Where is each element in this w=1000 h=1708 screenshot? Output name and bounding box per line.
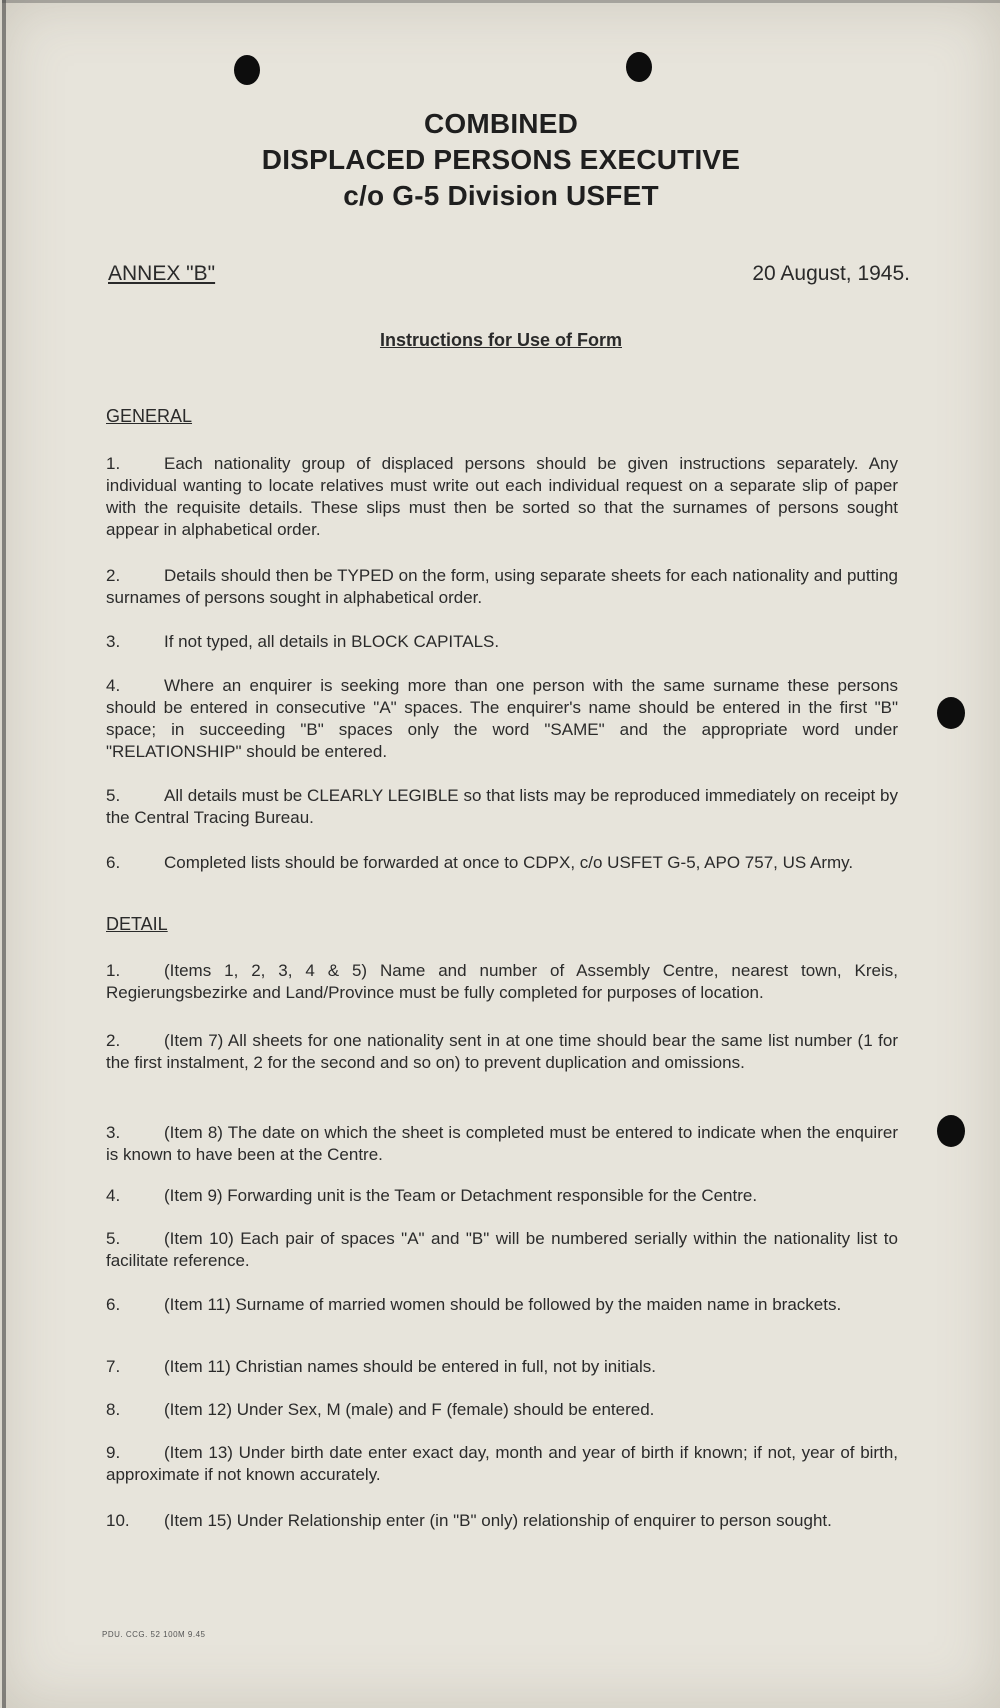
paragraph-text: (Item 13) Under birth date enter exact day, month and year of birth if known; if not, year of birth, approximate if not known accurately. — [106, 1443, 898, 1484]
paragraph-text: (Item 9) Forwarding unit is the Team or Detachment responsible for the Centre. — [164, 1186, 758, 1205]
general-paragraph — [106, 565, 898, 609]
detail-paragraph — [106, 1356, 898, 1378]
paragraph-number: 6. — [106, 853, 121, 872]
paragraph-text: If not typed, all details in BLOCK CAPITALS. — [164, 632, 500, 651]
paragraph-number: 7. — [106, 1357, 121, 1376]
document-page — [2, 0, 1000, 1708]
detail-paragraph — [106, 1228, 898, 1272]
document-subtitle: Instructions for Use of Form — [379, 330, 622, 350]
paragraph-text: Details should then be TYPED on the form, using separate sheets for each nationality and putting surnames of persons sought in alphabetical order. — [106, 566, 898, 607]
paragraph-text: All details must be CLEARLY LEGIBLE so that lists may be reproduced immediately on receipt by the Central Tracing Bureau. — [106, 786, 898, 827]
paragraph-text: (Item 11) Surname of married women should be followed by the maiden name in brackets. — [164, 1295, 842, 1314]
detail-paragraph — [106, 1122, 898, 1166]
paragraph-text: (Items 1, 2, 3, 4 & 5) Name and number of Assembly Centre, nearest town, Kreis, Regierungsbezirke and Land/Province must be fully completed for purposes of location. — [106, 961, 898, 1002]
paragraph-number: 2. — [106, 1031, 121, 1050]
paragraph-number: 5. — [106, 1229, 121, 1248]
paragraph-number: 3. — [106, 1123, 121, 1142]
paragraph-text: Completed lists should be forwarded at once to CDPX, c/o USFET G-5, APO 757, US Army. — [164, 853, 854, 872]
paragraph-number: 9. — [106, 1443, 121, 1462]
detail-paragraph — [106, 1510, 898, 1532]
document-header — [2, 106, 1000, 214]
paragraph-text: Each nationality group of displaced persons should be given instructions separately. Any individual wanting to locate relatives must write out each individual request on a separate slip of paper with the requisite details. These slips must then be sorted so that the surnames of persons sought appear in alphabetical order. — [106, 454, 898, 539]
detail-paragraph — [106, 1294, 898, 1316]
header-line-1: COMBINED — [423, 108, 579, 139]
printer-footer: PDU. CCG. 52 100M 9.45 — [102, 1630, 206, 1639]
general-paragraph — [106, 453, 898, 541]
paragraph-text: Where an enquirer is seeking more than one person with the same surname these persons should be entered in consecutive "A" spaces. The enquirer's name should be entered in the first "B" space; in succeeding "B" spaces only the word "SAME" and the appropriate word under "RELATIONSHIP" should be entered. — [106, 676, 898, 761]
paragraph-number: 10. — [106, 1511, 130, 1530]
page-top-edge — [2, 0, 1000, 3]
paragraph-number: 1. — [106, 454, 121, 473]
general-paragraph — [106, 675, 898, 763]
paragraph-text: (Item 10) Each pair of spaces "A" and "B" will be numbered serially within the nationality list to facilitate reference. — [106, 1229, 898, 1270]
paragraph-text: (Item 15) Under Relationship enter (in "B" only) relationship of enquirer to person sought. — [164, 1511, 832, 1530]
paragraph-text: (Item 12) Under Sex, M (male) and F (female) should be entered. — [164, 1400, 655, 1419]
punch-hole — [626, 52, 652, 82]
paragraph-number: 8. — [106, 1400, 121, 1419]
section-heading-detail: DETAIL — [106, 914, 168, 934]
paragraph-number: 5. — [106, 786, 121, 805]
page-edge-shadow — [2, 0, 6, 1708]
paragraph-text: (Item 11) Christian names should be entered in full, not by initials. — [164, 1357, 656, 1376]
detail-paragraph — [106, 1185, 898, 1207]
general-paragraph — [106, 852, 898, 874]
punch-hole — [937, 697, 965, 729]
paragraph-number: 4. — [106, 676, 121, 695]
paragraph-number: 3. — [106, 632, 121, 651]
detail-paragraph — [106, 1399, 898, 1421]
header-line-3: c/o G-5 Division USFET — [343, 180, 659, 211]
punch-hole — [937, 1115, 965, 1147]
paragraph-number: 4. — [106, 1186, 121, 1205]
paragraph-number: 2. — [106, 566, 121, 585]
paragraph-number: 1. — [106, 961, 121, 980]
punch-hole — [234, 55, 260, 85]
detail-paragraph — [106, 1442, 898, 1486]
paragraph-text: (Item 7) All sheets for one nationality sent in at one time should bear the same list number (1 for the first instalment, 2 for the second and so on) to prevent duplication and omissions. — [106, 1031, 898, 1072]
document-date: 20 August, 1945. — [752, 262, 910, 285]
general-paragraph — [106, 785, 898, 829]
section-heading-general: GENERAL — [106, 406, 193, 426]
detail-paragraph — [106, 1030, 898, 1074]
paragraph-text: (Item 8) The date on which the sheet is completed must be entered to indicate when the enquirer is known to have been at the Centre. — [106, 1123, 898, 1164]
annex-label: ANNEX "B" — [108, 262, 216, 285]
detail-paragraph — [106, 960, 898, 1004]
header-line-2: DISPLACED PERSONS EXECUTIVE — [261, 144, 741, 175]
general-paragraph — [106, 631, 898, 653]
paragraph-number: 6. — [106, 1295, 121, 1314]
